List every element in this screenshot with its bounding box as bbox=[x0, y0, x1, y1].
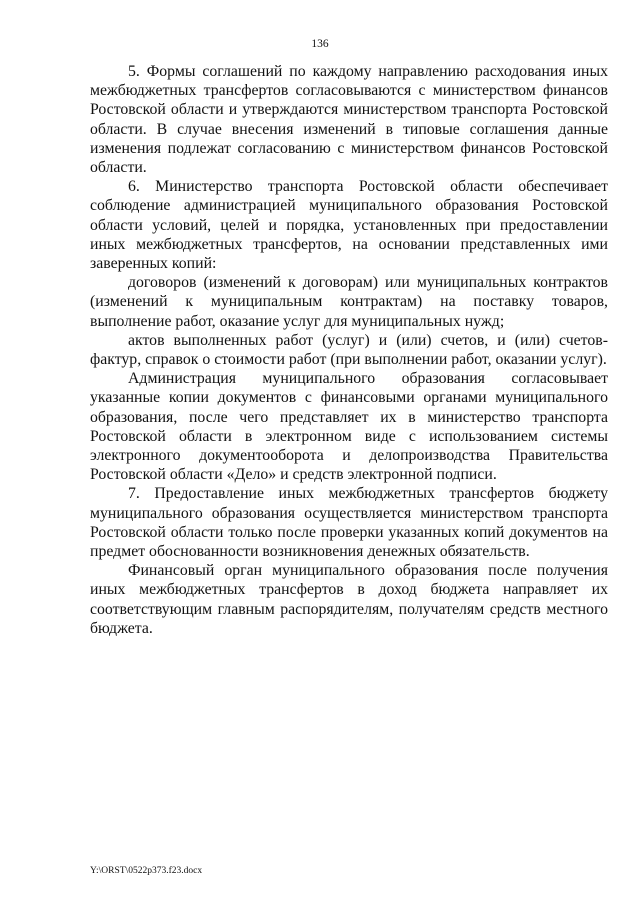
paragraph-acts: актов выполненных работ (услуг) и (или) счетов, и (или) счетов-фактур, справок о стоимости работ (при выполнении работ, оказании услуг). bbox=[90, 331, 608, 369]
page-number: 136 bbox=[311, 38, 329, 50]
paragraph-administration: Администрация муниципального образования согласовывает указанные копии документов с финансовыми органами муниципального образования, после чего представляет их в министерство транспорта Ростовской области в электронном виде с использованием системы электронного документооборота и делопроизводства Правительства Ростовской области «Дело» и средств электронной подписи. bbox=[90, 370, 608, 484]
file-path-footer: Y:\ORST\0522p373.f23.docx bbox=[90, 866, 203, 876]
document-body bbox=[90, 62, 608, 638]
paragraph-item-5: 5. Формы соглашений по каждому направлению расходования иных межбюджетных трансфертов согласовываются с министерством финансов Ростовской области и утверждаются министерством транспорта Ростовской области. В случае внесения изменений в типовые соглашения данные изменения подлежат согласованию с министерством финансов Ростовской области. bbox=[90, 63, 608, 177]
paragraph-contracts: договоров (изменений к договорам) или муниципальных контрактов (изменений к муниципальным контрактам) на поставку товаров, выполнение работ, оказание услуг для муниципальных нужд; bbox=[90, 274, 608, 330]
paragraph-item-6: 6. Министерство транспорта Ростовской области обеспечивает соблюдение администрацией муниципального образования Ростовской области условий, целей и порядка, установленных при предоставлении иных межбюджетных трансфертов, на основании представленных ими заверенных копий: bbox=[90, 178, 608, 273]
paragraph-financial-body: Финансовый орган муниципального образования после получения иных межбюджетных трансфертов в доход бюджета направляет их соответствующим главным распорядителям, получателям средств местного бюджета. bbox=[90, 562, 608, 637]
paragraph-item-7: 7. Предоставление иных межбюджетных трансфертов бюджету муниципального образования осуществляется министерством транспорта Ростовской области только после проверки указанных копий документов на предмет обоснованности возникновения денежных обязательств. bbox=[90, 485, 608, 561]
